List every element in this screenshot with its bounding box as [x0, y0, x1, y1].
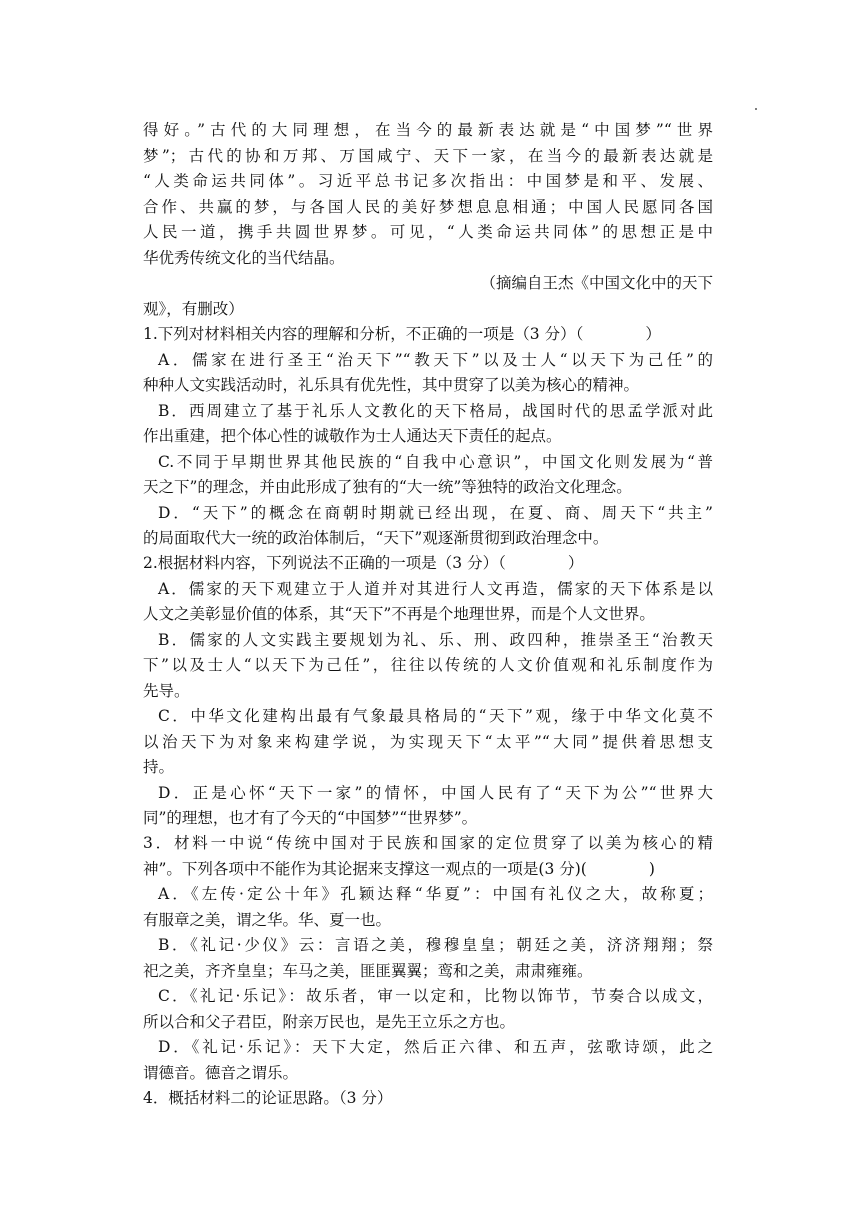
option-c: C．中华文化建构出最有气象最具格局的“天下”观，缘于中华文化莫不 [158, 707, 713, 725]
option-b: 作出重建，把个体心性的诚敬作为士人通达天下责任的起点。 [143, 427, 562, 445]
option-d: D．“天下”的概念在商朝时期就已经出现，在夏、商、周天下“共主” [158, 503, 713, 522]
source-citation: （摘编自王杰《中国文化中的天下 [480, 274, 713, 292]
option-c: 持。 [143, 758, 175, 776]
question-stem: 1.下列对材料相关内容的理解和分析，不正确的一项是（3 分）（ ） [143, 325, 661, 343]
option-c: 所以合和父子君臣，附亲万民也，是先王立乐之方也。 [143, 1012, 516, 1031]
option-d: 的局面取代大一统的政治体制后，“天下”观逐渐贯彻到政治理念中。 [143, 529, 609, 547]
passage-line: 合作、共赢的梦，与各国人民的美好梦想息息相通；中国人民愿同各国 [143, 197, 713, 216]
question-4-stem: 4．概括材料二的论证思路。（3 分） [143, 1089, 393, 1107]
source-citation: 观》，有删改） [143, 299, 244, 318]
option-c: 天之下”的理念，并由此形成了独有的“大一统”等独特的政治文化理念。 [143, 478, 632, 496]
page-dot [755, 108, 757, 110]
option-a: 人文之美彰显价值的体系，其“天下”不再是个地理世界，而是个人文世界。 [143, 605, 655, 623]
option-b: B．《礼记·少仪》云：言语之美，穆穆皇皇；朝廷之美，济济翔翔；祭 [158, 936, 713, 954]
option-a: 有服章之美，谓之华。华、夏一也。 [143, 910, 392, 929]
option-b: 祀之美，齐齐皇皇；车马之美，匪匪翼翼；鸾和之美，肃肃雍雍。 [143, 961, 593, 980]
option-d: D．《礼记·乐记》：天下大定，然后正六律、和五声，弦歌诗颂，此之 [158, 1038, 713, 1056]
option-c: C．《礼记·乐记》：故乐者，审一以定和，比物以饰节，节奏合以成文， [158, 987, 713, 1005]
option-a: A．儒家在进行圣王“治天下”“教天下”以及士人“以天下为己任”的 [158, 350, 713, 369]
option-b: B．西周建立了基于礼乐人文教化的天下格局，战国时代的思孟学派对此 [158, 401, 713, 420]
option-d: 同”的理想，也才有了今天的“中国梦”“世界梦”。 [143, 809, 478, 827]
option-b: 下”以及士人“以天下为己任”，往往以传统的人文价值观和礼乐制度作为 [143, 656, 713, 674]
passage-line: 梦”；古代的协和万邦、万国咸宁、天下一家，在当今的最新表达就是 [143, 146, 713, 165]
question-3 [143, 831, 713, 1112]
question-stem: 3．材料一中说“传统中国对于民族和国家的定位贯穿了以美为核心的精 [143, 834, 713, 852]
option-d: D．正是心怀“天下一家”的情怀，中国人民有了“天下为公”“世界大 [158, 783, 713, 802]
option-d: 谓德音。德音之谓乐。 [143, 1063, 299, 1082]
question-2 [143, 551, 713, 832]
passage [143, 118, 713, 322]
option-c: C.不同于早期世界其他民族的“自我中心意识”，中国文化则发展为“普 [158, 452, 713, 471]
question-stem: 2.根据材料内容，下列说法不正确的一项是（3 分）（ ） [143, 554, 584, 572]
option-b: B．儒家的人文实践主要规划为礼、乐、刑、政四种，推崇圣王“治教天 [158, 630, 713, 649]
option-c: 以治天下为对象来构建学说，为实现天下“太平”“大同”提供着思想支 [143, 732, 713, 751]
passage-line: 人民一道，携手共圆世界梦。可见，“人类命运共同体”的思想正是中 [143, 223, 713, 241]
option-b: 先导。 [143, 681, 190, 700]
option-a: A．儒家的天下观建立于人道并对其进行人文再造，儒家的天下体系是以 [158, 579, 713, 598]
passage-line: 得好。”古代的大同理想，在当今的最新表达就是“中国梦”“世界 [143, 121, 713, 139]
option-a: 种种人文实践活动时，礼乐具有优先性，其中贯穿了以美为核心的精神。 [143, 376, 640, 394]
passage-line: “人类命运共同体”。习近平总书记多次指出：中国梦是和平、发展、 [143, 172, 713, 190]
question-1 [143, 322, 713, 552]
option-a: A．《左传·定公十年》孔颖达释“华夏”：中国有礼仪之大，故称夏； [158, 885, 713, 903]
question-stem: 神”。下列各项中不能作为其论据来支撑这一观点的一项是(3 分)( ) [143, 859, 655, 878]
passage-line: 华优秀传统文化的当代结晶。 [143, 248, 345, 267]
